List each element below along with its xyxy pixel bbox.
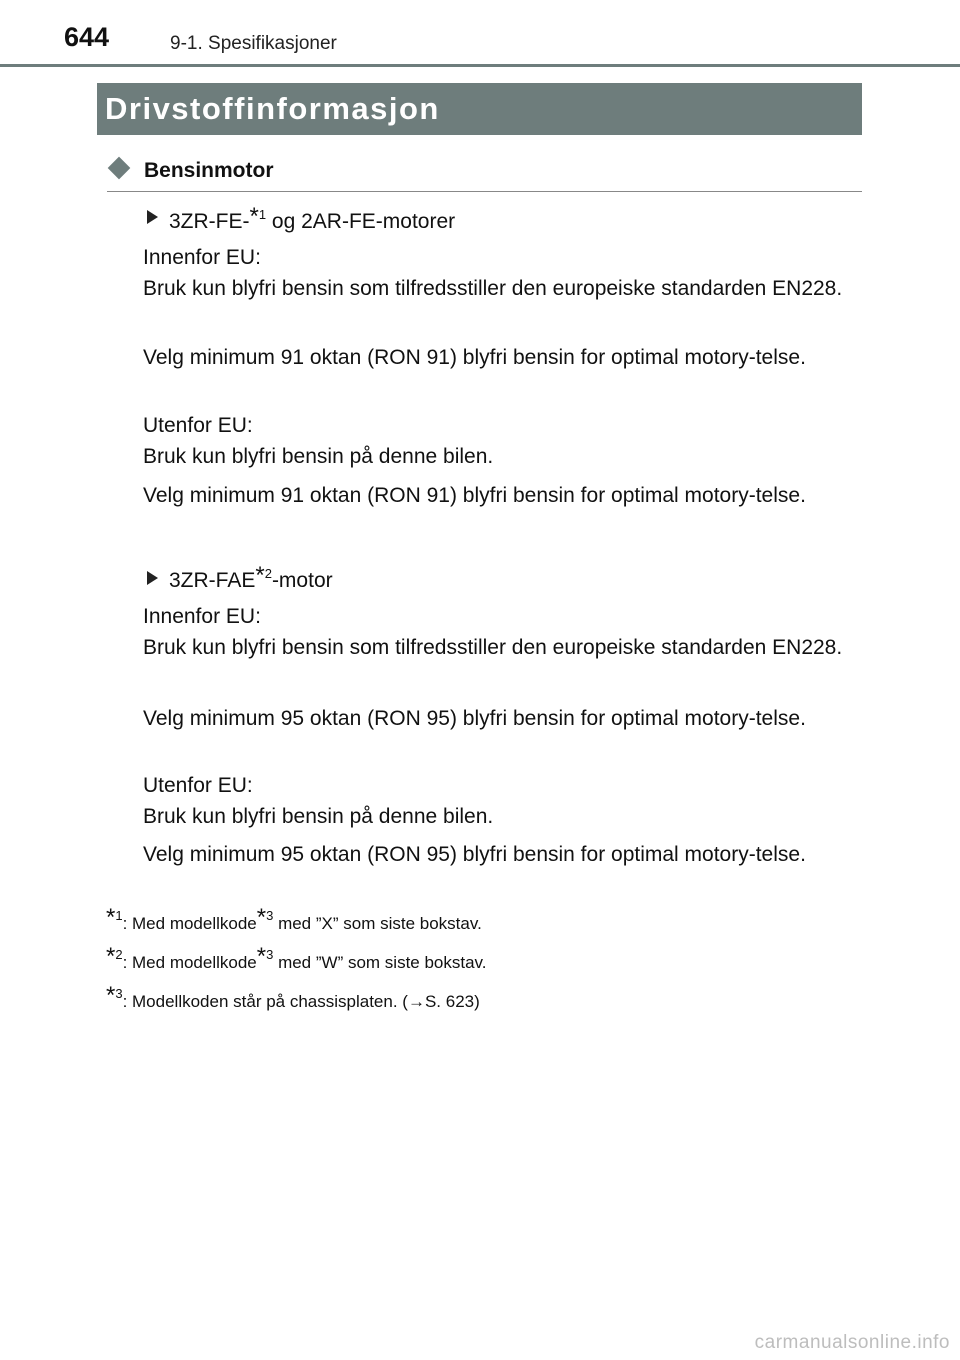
- paragraph: Velg minimum 91 oktan (RON 91) blyfri bensin for optimal motory-telse.: [143, 484, 806, 507]
- triangle-bullet-icon: [147, 210, 158, 224]
- triangle-bullet-icon: [147, 571, 158, 585]
- page-title: Drivstoffinformasjon: [97, 83, 862, 135]
- diamond-bullet-icon: [108, 157, 131, 180]
- subheading: [107, 155, 862, 192]
- bullet-label-engine-2: 3ZR-FAE*$^2$-motor: [169, 562, 333, 592]
- footnote-1: *$^1$: Med modellkode*$^3$ med ”X” som siste bokstav.: [106, 904, 482, 933]
- footnote-2: *$^2$: Med modellkode*$^3$ med ”W” som siste bokstav.: [106, 943, 487, 972]
- header-divider: [0, 64, 960, 67]
- paragraph: Utenfor EU: Bruk kun blyfri bensin på denne bilen.: [143, 414, 494, 468]
- subheading-label: Bensinmotor: [144, 159, 274, 182]
- bullet-label-engine-1: 3ZR-FE-*$^1$ og 2AR-FE-motorer: [169, 203, 456, 233]
- paragraph: Velg minimum 95 oktan (RON 95) blyfri bensin for optimal motory-telse.: [143, 843, 806, 866]
- section-reference: 9-1. Spesifikasjoner: [170, 33, 337, 54]
- paragraph: Innenfor EU: Bruk kun blyfri bensin som tilfredsstiller den europeiske standarden EN228.: [143, 605, 843, 659]
- paragraph: Velg minimum 91 oktan (RON 91) blyfri bensin for optimal motory-telse.: [143, 346, 806, 369]
- footnote-3: *$^3$: Modellkoden står på chassisplaten. (→S. 623): [106, 982, 480, 1011]
- paragraph: Innenfor EU: Bruk kun blyfri bensin som tilfredsstiller den europeiske standarden EN228.: [143, 246, 843, 300]
- page-number: 644: [64, 22, 110, 52]
- paragraph: Utenfor EU: Bruk kun blyfri bensin på denne bilen.: [143, 774, 494, 828]
- paragraph: Velg minimum 95 oktan (RON 95) blyfri bensin for optimal motory-telse.: [143, 707, 806, 730]
- watermark: carmanualsonline.info: [754, 1332, 950, 1353]
